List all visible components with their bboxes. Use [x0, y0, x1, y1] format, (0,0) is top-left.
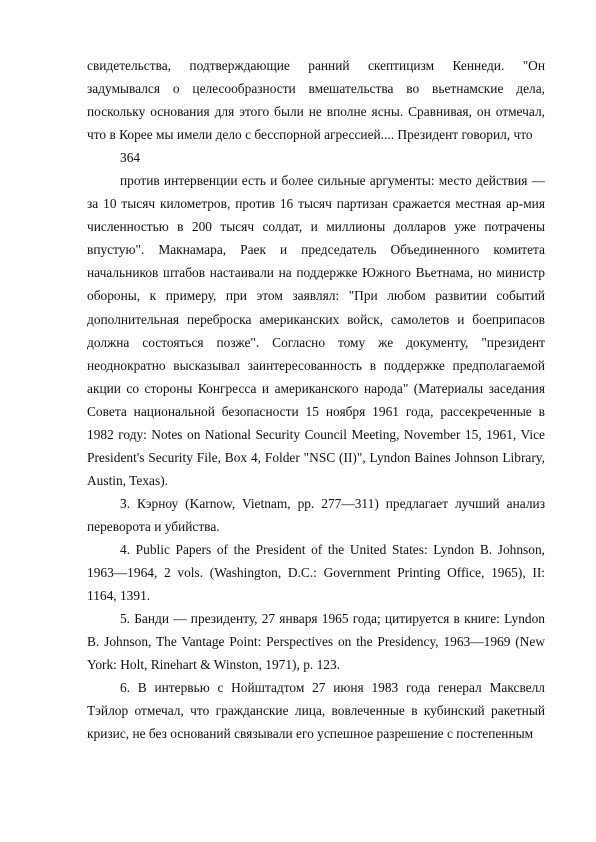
- footnote-5: 5. Банди — президенту, 27 января 1965 года; цитируется в книге: Lyndon B. Johnson, The Vantage Point: Perspectives on the Presidency, 1963—1969 (New York: Holt, Rinehart & Winston, 1971), p. 123.: [87, 611, 545, 673]
- paragraph-note-2-continued: против интервенции есть и более сильные аргументы: место действия — за 10 тысяч километров, против 16 тысяч партизан сражается местная ар-мия численностью в 200 тысяч солдат, и миллионы долларов уже потрачены впустую". Макнамара, Раек и председатель Объединенного комитета начальников штабов настаивали на поддержке Южного Вьетнама, но министр обороны, к примеру, при этом заявлял: "При любом развитии событий дополнительная переброска американских войск, самолетов и боеприпасов должна состояться позже". Согласно тому же документу, "президент неоднократно высказывал заинтересованность в поддержке предполагаемой акции со стороны Конгресса и американского народа" (Материалы заседания Совета национальной безопасности 15 ноября 1961 года, рассекреченные в 1982 году: Notes on National Security Council Meeting, November 15, 1961, Vice President's Security File, Box 4, Folder "NSC (II)", Lyndon Baines Johnson Library, Austin, Texas).: [87, 173, 545, 488]
- footnote-4: 4. Public Papers of the President of the United States: Lyndon B. Johnson, 1963—1964, 2 vols. (Washington, D.C.: Government Printing Office, 1965), II: 1164, 1391.: [87, 541, 545, 604]
- footnote-3: 3. Кэрноу (Karnow, Vietnam, pp. 277—311) предлагает лучший анализ переворота и убийства.: [87, 495, 545, 534]
- paragraph-continuation: свидетельства, подтверждающие ранний скептицизм Кеннеди. "Он задумывался о целесообразности вмешательства во вьетнамские дела, поскольку основания для этого были не вполне ясны. Сравнивая, он отмечал, что в Корее мы имели дело с бесспорной агрессией.... Президент говорил, что: [87, 58, 545, 143]
- page-number: 364: [120, 150, 141, 166]
- footnote-6: 6. В интервью с Нойштадтом 27 июня 1983 года генерал Максвелл Тэйлор отмечал, что гражданские лица, вовлеченные в кубинский ракетный кризис, не без оснований связывали его успешное разрешение с постепенным: [87, 680, 545, 742]
- body-text: [87, 54, 545, 745]
